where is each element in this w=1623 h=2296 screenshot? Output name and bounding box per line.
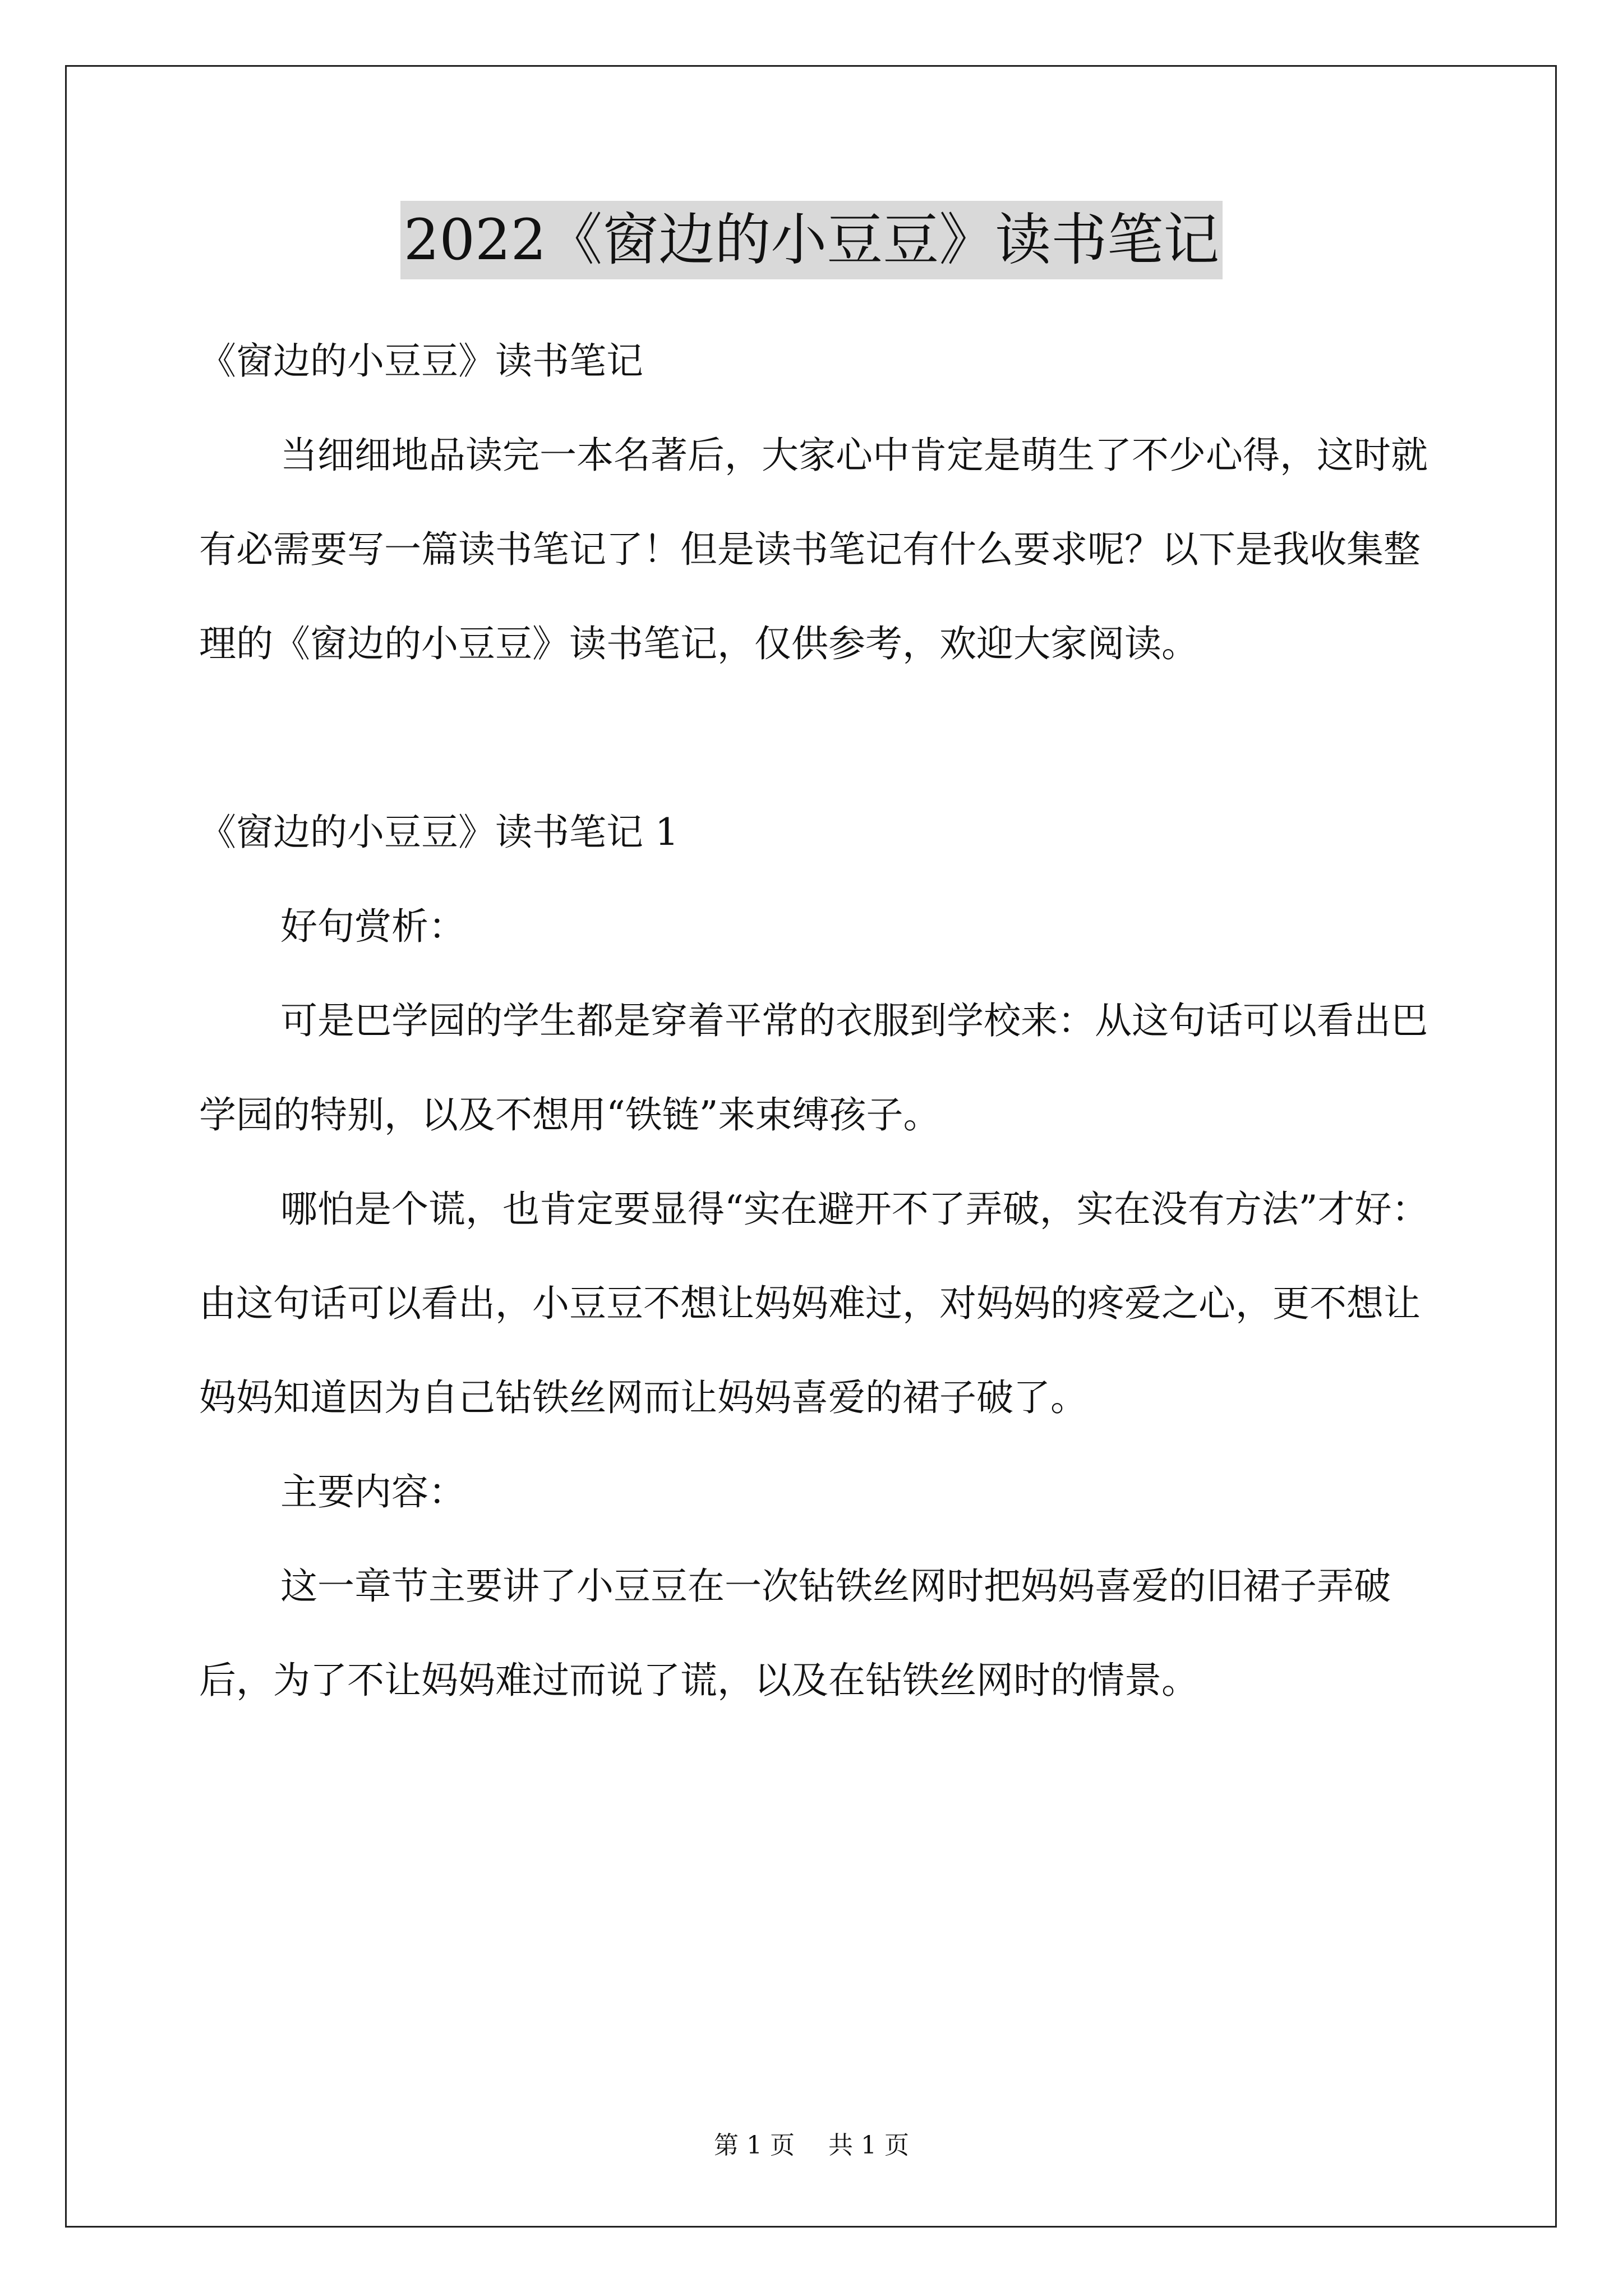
paragraph-gap — [199, 691, 1455, 785]
section-heading: 《窗边的小豆豆》读书笔记 1 — [199, 811, 679, 854]
good-sentences-label: 好句赏析： — [280, 905, 465, 948]
analysis-paragraph-2: 哪怕是个谎，也肯定要显得“实在避开不了弄破，实在没有方法”才好：由这句话可以看出，小豆豆不想让妈妈难过，对妈妈的疼爱之心，更不想让妈妈知道因为自己钻铁丝网而让妈妈喜爱的裙子破了。 — [199, 1188, 1429, 1419]
document-title: 2022《窗边的小豆豆》读书笔记 — [400, 201, 1223, 279]
main-content-paragraph: 这一章节主要讲了小豆豆在一次钻铁丝网时把妈妈喜爱的旧裙子弄破后，为了不让妈妈难过而说了谎，以及在钻铁丝网时的情景。 — [199, 1565, 1391, 1702]
document-subtitle: 《窗边的小豆豆》读书笔记 — [199, 339, 643, 383]
page-footer — [0, 2129, 1623, 2162]
intro-paragraph: 当细细地品读完一本名著后，大家心中肯定是萌生了不少心得，这时就有必需要写一篇读书笔记了！但是读书笔记有什么要求呢？以下是我收集整理的《窗边的小豆豆》读书笔记，仅供参考，欢迎大家阅读。 — [199, 434, 1428, 665]
page-total: 共 1 页 — [828, 2131, 909, 2160]
analysis-paragraph-1: 可是巴学园的学生都是穿着平常的衣服到学校来：从这句话可以看出巴学园的特别，以及不想用“铁链”来束缚孩子。 — [199, 999, 1428, 1137]
title-wrap — [0, 201, 1623, 279]
main-content-label: 主要内容： — [280, 1470, 465, 1513]
page-number: 第 1 页 — [714, 2131, 795, 2160]
document-body — [199, 314, 1455, 1728]
